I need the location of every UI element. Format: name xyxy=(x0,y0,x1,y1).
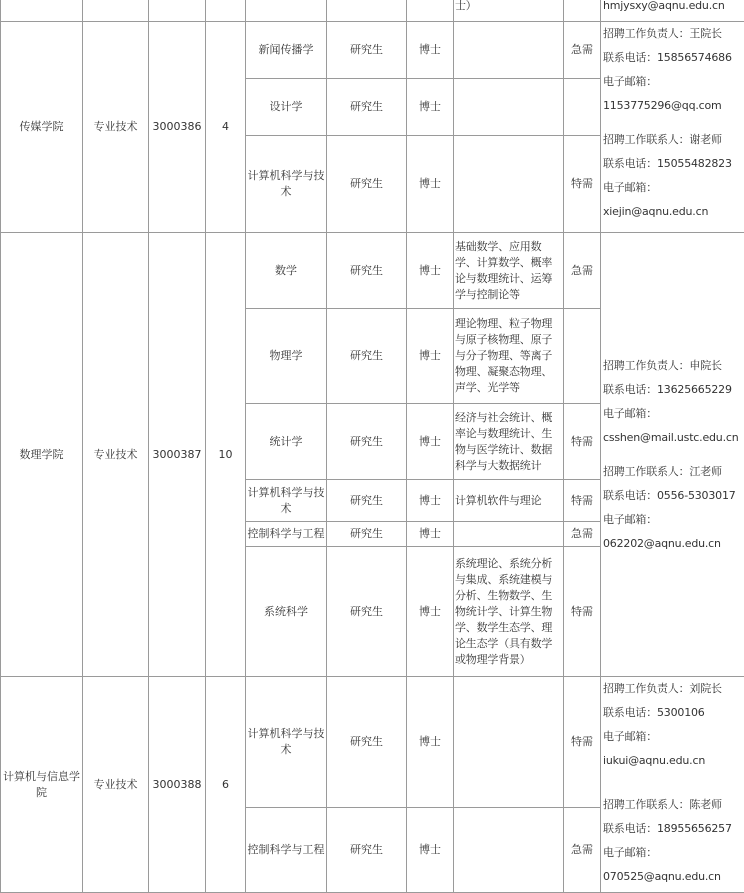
contact-line: 062202@aqnu.edu.cn xyxy=(603,532,744,556)
contact-line: 1153775296@qq.com xyxy=(603,94,744,118)
degree-cell: 博士 xyxy=(407,547,454,677)
position-code: 3000386 xyxy=(149,22,206,233)
contact-line: 电子邮箱： xyxy=(603,841,744,865)
contact-line: iukui@aqnu.edu.cn xyxy=(603,749,744,773)
contact-line: 招聘工作负责人：申院长 xyxy=(603,354,744,378)
college-name: 数理学院 xyxy=(1,233,83,677)
contact-line: 联系电话：18955656257 xyxy=(603,817,744,841)
requirement-cell xyxy=(454,522,564,547)
degree-level-cell: 研究生 xyxy=(327,547,407,677)
major-cell: 计算机科学与技术 xyxy=(246,480,327,522)
requirement-cell: 士） xyxy=(454,0,564,22)
urgency-cell: 特需 xyxy=(564,547,601,677)
degree-cell: 博士 xyxy=(407,404,454,480)
contact-cell xyxy=(601,22,744,233)
urgency-cell: 特需 xyxy=(564,480,601,522)
degree-level-cell: 研究生 xyxy=(327,404,407,480)
college-name: 计算机与信息学院 xyxy=(1,677,83,893)
contact-line: 联系电话：5300106 xyxy=(603,701,744,725)
degree-cell: 博士 xyxy=(407,22,454,79)
degree-level-cell: 研究生 xyxy=(327,309,407,404)
requirement-cell xyxy=(454,79,564,136)
major-cell: 统计学 xyxy=(246,404,327,480)
contact-line: xiejin@aqnu.edu.cn xyxy=(603,200,744,224)
urgency-cell: 急需 xyxy=(564,233,601,309)
position-count: 4 xyxy=(206,22,246,233)
major-cell: 控制科学与工程 xyxy=(246,808,327,893)
degree-cell: 博士 xyxy=(407,677,454,808)
major-cell: 物理学 xyxy=(246,309,327,404)
major-cell: 控制科学与工程 xyxy=(246,522,327,547)
contact-line: 招聘工作联系人：陈老师 xyxy=(603,793,744,817)
urgency-cell xyxy=(564,309,601,404)
requirement-cell xyxy=(454,136,564,233)
contact-line: 招聘工作联系人：江老师 xyxy=(603,460,744,484)
degree-level-cell: 研究生 xyxy=(327,79,407,136)
major-cell: 设计学 xyxy=(246,79,327,136)
position-count: 6 xyxy=(206,677,246,893)
contact-line: 联系电话：15856574686 xyxy=(603,46,744,70)
contact-line: 070525@aqnu.edu.cn xyxy=(603,865,744,889)
contact-line: 招聘工作联系人：谢老师 xyxy=(603,128,744,152)
contact-line: 电子邮箱： xyxy=(603,70,744,94)
contact-line: 电子邮箱： xyxy=(603,725,744,749)
major-cell: 数学 xyxy=(246,233,327,309)
urgency-cell: 特需 xyxy=(564,404,601,480)
urgency-cell xyxy=(564,79,601,136)
degree-level-cell: 研究生 xyxy=(327,233,407,309)
position-count: 10 xyxy=(206,233,246,677)
contact-cell xyxy=(601,233,744,677)
contact-line: 电子邮箱： xyxy=(603,508,744,532)
degree-level-cell: 研究生 xyxy=(327,22,407,79)
major-cell: 系统科学 xyxy=(246,547,327,677)
table-row xyxy=(1,233,744,309)
degree-cell: 博士 xyxy=(407,309,454,404)
degree-cell: 博士 xyxy=(407,480,454,522)
major-cell: 计算机科学与技术 xyxy=(246,677,327,808)
requirement-cell xyxy=(454,808,564,893)
degree-cell: 博士 xyxy=(407,808,454,893)
requirement-cell: 系统理论、系统分析与集成、系统建模与分析、生物数学、生物统计学、计算生物学、数学生态学、理论生态学（具有数学或物理学背景） xyxy=(454,547,564,677)
position-code: 3000387 xyxy=(149,233,206,677)
degree-level-cell: 研究生 xyxy=(327,136,407,233)
contact-line: 联系电话：15055482823 xyxy=(603,152,744,176)
degree-cell: 博士 xyxy=(407,233,454,309)
major-cell: 新闻传播学 xyxy=(246,22,327,79)
degree-level-cell: 研究生 xyxy=(327,522,407,547)
requirement-cell xyxy=(454,677,564,808)
table-row xyxy=(1,22,744,79)
requirement-cell: 理论物理、粒子物理与原子核物理、原子与分子物理、等离子物理、凝聚态物理、声学、光学等 xyxy=(454,309,564,404)
requirement-cell: 基础数学、应用数学、计算数学、概率论与数理统计、运筹学与控制论等 xyxy=(454,233,564,309)
degree-level-cell: 研究生 xyxy=(327,677,407,808)
requirement-cell xyxy=(454,22,564,79)
degree-cell: 博士 xyxy=(407,79,454,136)
table-row xyxy=(1,677,744,808)
contact-line: csshen@mail.ustc.edu.cn xyxy=(603,426,744,450)
contact-line: 招聘工作负责人：王院长 xyxy=(603,22,744,46)
degree-level-cell: 研究生 xyxy=(327,808,407,893)
contact-cell xyxy=(601,677,744,893)
major-cell: 计算机科学与技术 xyxy=(246,136,327,233)
urgency-cell: 急需 xyxy=(564,808,601,893)
degree-cell: 博士 xyxy=(407,522,454,547)
position-category: 专业技术 xyxy=(83,22,149,233)
degree-level-cell: 研究生 xyxy=(327,480,407,522)
degree-cell: 博士 xyxy=(407,136,454,233)
urgency-cell: 急需 xyxy=(564,22,601,79)
contact-line: 联系电话：0556-5303017 xyxy=(603,484,744,508)
contact-line: 联系电话：13625665229 xyxy=(603,378,744,402)
position-category: 专业技术 xyxy=(83,677,149,893)
contact-line: 电子邮箱： xyxy=(603,402,744,426)
college-name: 传媒学院 xyxy=(1,22,83,233)
contact-line: 电子邮箱： xyxy=(603,176,744,200)
contact-line: 招聘工作负责人：刘院长 xyxy=(603,677,744,701)
position-code: 3000388 xyxy=(149,677,206,893)
urgency-cell: 特需 xyxy=(564,677,601,808)
contact-email: hmjysxy@aqnu.edu.cn xyxy=(601,0,744,22)
urgency-cell: 急需 xyxy=(564,522,601,547)
urgency-cell: 特需 xyxy=(564,136,601,233)
requirement-cell: 经济与社会统计、概率论与数理统计、生物与医学统计、数据科学与大数据统计 xyxy=(454,404,564,480)
table-row xyxy=(1,0,744,22)
requirement-cell: 计算机软件与理论 xyxy=(454,480,564,522)
position-category: 专业技术 xyxy=(83,233,149,677)
